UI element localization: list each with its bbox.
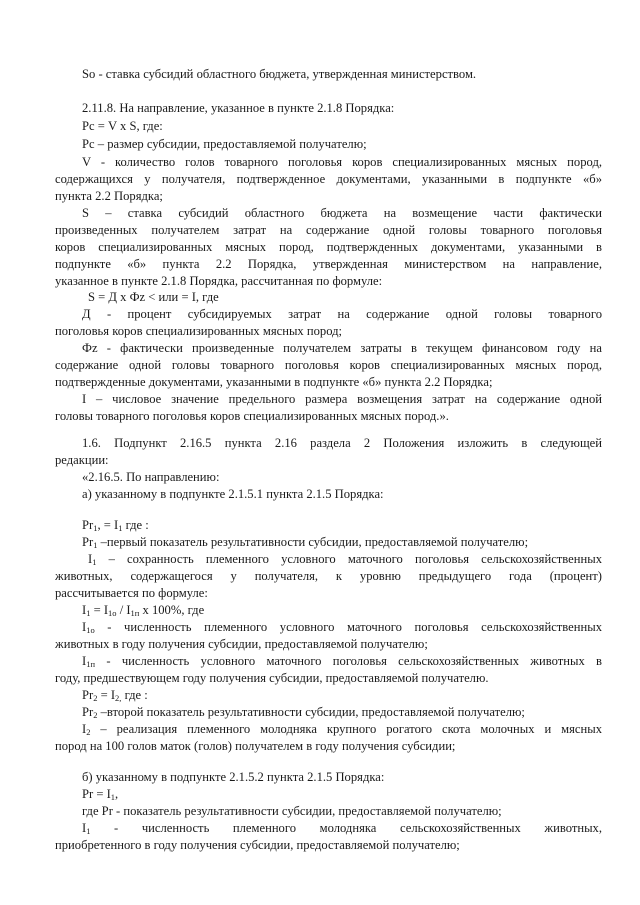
text-line: подпункте «б» пункта 2.2 Порядка, утвержденная министерством на направление,: [55, 257, 602, 271]
text-line: а) указанному в подпункте 2.1.5.1 пункта 2.1.5 Порядка:: [82, 487, 384, 501]
text-line: I – числовое значение предельного размера возмещения затрат на содержание одной: [82, 392, 602, 406]
text-line: $I_1$ – сохранность племенного условного маточного поголовья сельскохозяйственных: [88, 552, 602, 567]
text-line: произведенных получателем затрат на содержание одной головы товарного поголовья: [55, 223, 602, 237]
formula-line: $Pr_1$, = $I_1$ где :: [82, 518, 149, 533]
text-line: So - ставка субсидий областного бюджета, утвержденная министерством.: [82, 67, 477, 81]
text-line: S – ставка субсидий областного бюджета на возмещение части фактически: [82, 206, 602, 220]
text-line: рассчитывается по формуле:: [55, 586, 208, 600]
text-line: животных, содержащегося у получателя, к уровню предыдущего года (процент): [55, 569, 602, 583]
text-line: указанное в пункте 2.1.8 Порядка, рассчитанная по формуле:: [55, 274, 383, 288]
formula-line: Рс = V х S, где:: [82, 119, 163, 133]
text-line: пород на 100 голов маток (голов) получателем в году получения субсидии;: [55, 739, 456, 753]
text-line: Фz - фактически произведенные получателем затраты в текущем финансовом году на: [82, 341, 602, 355]
text-line: $I_{1о}$ - численность племенного условного маточного поголовья сельскохозяйственных: [82, 620, 602, 635]
text-line: содержание одной головы товарного поголовья коров специализированных мясных пород,: [55, 358, 602, 372]
text-line: $Pr_2$ –второй показатель результативности субсидии, предоставляемой получателю;: [82, 705, 525, 720]
text-line: содержащихся у получателя, подтвержденное документами, указанными в подпункте «б»: [55, 172, 602, 186]
formula-line: S = Д х Фz < или = I, где: [88, 290, 219, 304]
text-line: $Pr_1$ –первый показатель результативности субсидии, предоставляемой получателю;: [82, 535, 529, 550]
text-line: V - количество голов товарного поголовья коров специализированных мясных пород,: [82, 155, 602, 169]
text-line: подтвержденные документами, указанными в подпункте «б» пункта 2.2 Порядка;: [55, 375, 493, 389]
text-line: животных в году получения субсидии, предоставляемой получателю;: [55, 637, 428, 651]
text-line: приобретенного в году получения субсидии, предоставляемой получателю;: [55, 838, 460, 852]
text-line: Д - процент субсидируемых затрат на содержание одной головы товарного: [82, 307, 602, 321]
text-line: где Pr - показатель результативности субсидии, предоставляемой получателю;: [82, 804, 502, 818]
text-line: $I_{1п}$ - численность условного маточного поголовья сельскохозяйственных животных в: [82, 654, 602, 669]
text-line: году, предшествующем году получения субсидии, предоставляемой получателю.: [55, 671, 489, 685]
text-line: коров специализированных мясных пород, подтвержденных документами, указанными в: [55, 240, 602, 254]
text-line: б) указанному в подпункте 2.1.5.2 пункта 2.1.5 Порядка:: [82, 770, 385, 784]
text-line: Рс – размер субсидии, предоставляемой получателю;: [82, 137, 367, 151]
text-line: «2.16.5. По направлению:: [82, 470, 220, 484]
formula-line: $Pr = I_1$,: [82, 787, 119, 802]
text-line: $I_2$ – реализация племенного молодняка крупного рогатого скота молочных и мясных: [82, 722, 602, 737]
formula-line: $Pr_2 = I_{2,}$ где :: [82, 688, 148, 703]
text-line: редакции:: [55, 453, 109, 467]
formula-line: $I_1 = I_{1о} / I_{1п}$ х 100%, где: [82, 603, 205, 618]
section-heading-2-11-8: 2.11.8. На направление, указанное в пункте 2.1.8 Порядка:: [82, 101, 395, 115]
text-line: головы товарного поголовья коров специализированных мясных пород.».: [55, 409, 449, 423]
text-line: пункта 2.2 Порядка;: [55, 189, 163, 203]
text-line: $I_1$ - численность племенного молодняка сельскохозяйственных животных,: [82, 821, 602, 836]
section-heading-1-6: 1.6. Подпункт 2.16.5 пункта 2.16 раздела 2 Положения изложить в следующей: [82, 436, 602, 450]
text-line: поголовья коров специализированных мясных пород;: [55, 324, 343, 338]
